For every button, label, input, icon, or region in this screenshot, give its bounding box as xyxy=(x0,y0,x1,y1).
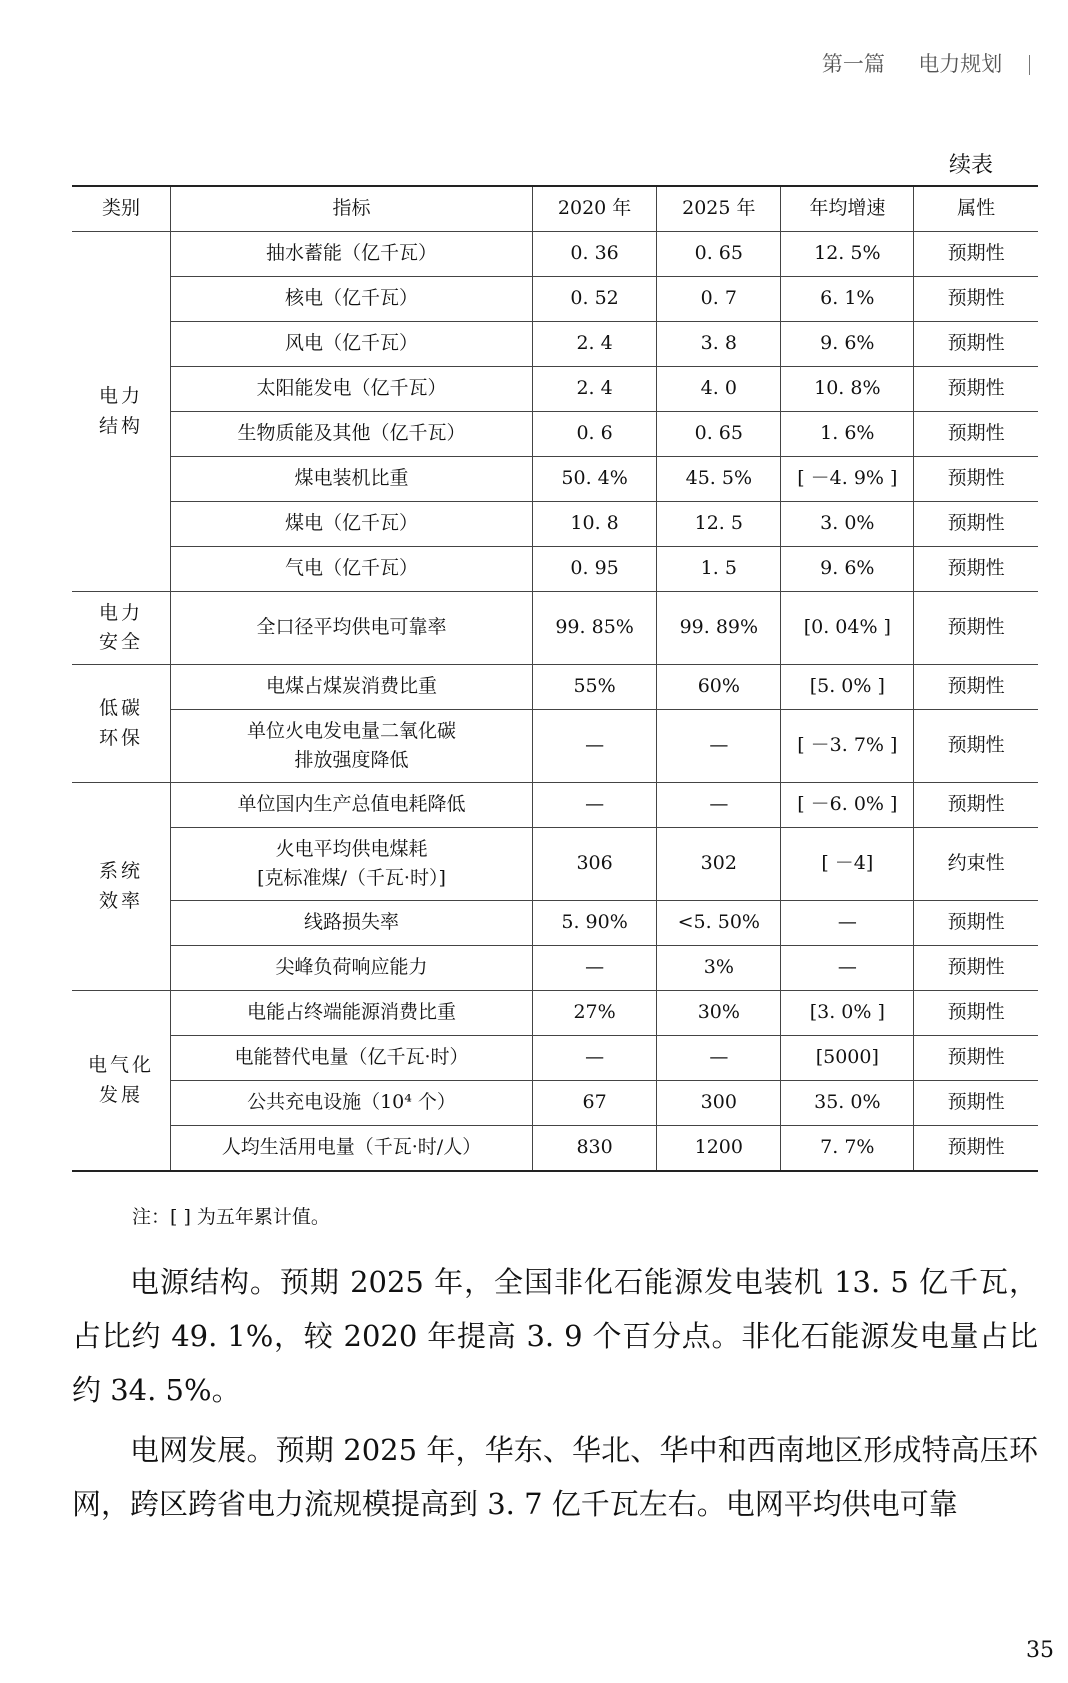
attribute-cell: 预期性 xyxy=(914,710,1038,783)
indicator-line: 电煤占煤炭消费比重 xyxy=(265,675,437,698)
value-2020-cell: 2. 4 xyxy=(532,322,656,367)
value-2020-cell: 99. 85% xyxy=(532,592,656,665)
indicator-cell xyxy=(171,946,533,991)
column-header-category: 类别 xyxy=(72,186,171,232)
indicator-line: 单位国内生产总值电耗降低 xyxy=(237,793,466,816)
attribute-cell: 预期性 xyxy=(914,412,1038,457)
attribute-cell: 预期性 xyxy=(914,547,1038,592)
growth-cell: [3. 0% ] xyxy=(781,991,914,1036)
table-row xyxy=(72,592,1038,665)
continued-label: 续表 xyxy=(948,153,993,178)
category-label-line: 低碳 xyxy=(99,697,144,720)
table-row xyxy=(72,946,1038,991)
category-label-line: 电气化 xyxy=(88,1054,155,1077)
attribute-cell: 预期性 xyxy=(914,277,1038,322)
value-2020-cell: 0. 36 xyxy=(532,232,656,277)
column-header-2025: 2025 年 xyxy=(657,186,781,232)
page-number: 35 xyxy=(1026,1638,1054,1663)
attribute-cell: 预期性 xyxy=(914,592,1038,665)
column-header-growth: 年均增速 xyxy=(781,186,914,232)
table-row xyxy=(72,322,1038,367)
table-row xyxy=(72,547,1038,592)
growth-cell: 10. 8% xyxy=(781,367,914,412)
category-cell xyxy=(72,592,171,665)
table-row xyxy=(72,783,1038,828)
growth-cell: 9. 6% xyxy=(781,322,914,367)
growth-cell: [ －6. 0% ] xyxy=(781,783,914,828)
indicator-line: 人均生活用电量（千瓦·时/人） xyxy=(221,1136,482,1159)
attribute-cell: 预期性 xyxy=(914,901,1038,946)
running-header-part: 第一篇 xyxy=(821,52,885,76)
value-2020-cell: — xyxy=(532,710,656,783)
indicator-line: 太阳能发电（亿千瓦） xyxy=(256,377,447,400)
paragraph: 电网发展。预期 2025 年，华东、华北、华中和西南地区形成特高压环网，跨区跨省电力流规模提高到 3. 7 亿千瓦左右。电网平均供电可靠 xyxy=(72,1433,1038,1521)
table-row xyxy=(72,1081,1038,1126)
indicator-cell xyxy=(171,547,533,592)
running-header-chapter: 电力规划 xyxy=(918,52,1003,76)
value-2020-cell: 67 xyxy=(532,1081,656,1126)
indicator-cell xyxy=(171,665,533,710)
category-label-line: 发展 xyxy=(99,1083,144,1106)
value-2025-cell: 302 xyxy=(657,828,781,901)
value-2020-cell: 5. 90% xyxy=(532,901,656,946)
indicator-line: 抽水蓄能（亿千瓦） xyxy=(265,242,437,265)
value-2020-cell: 0. 95 xyxy=(532,547,656,592)
indicator-cell xyxy=(171,710,533,783)
value-2020-cell: — xyxy=(532,1036,656,1081)
indicator-line: 电能占终端能源消费比重 xyxy=(246,1001,456,1024)
category-label-line: 安全 xyxy=(99,631,144,653)
value-2025-cell: 60% xyxy=(657,665,781,710)
value-2025-cell: 99. 89% xyxy=(657,592,781,665)
table-row xyxy=(72,828,1038,901)
category-cell xyxy=(72,665,171,783)
growth-cell: 12. 5% xyxy=(781,232,914,277)
value-2025-cell: — xyxy=(657,1036,781,1081)
category-label-line: 系统 xyxy=(99,860,144,883)
indicator-line: 电能替代电量（亿千瓦·时） xyxy=(234,1046,469,1069)
growth-cell: — xyxy=(781,901,914,946)
indicator-line: 尖峰负荷响应能力 xyxy=(275,956,428,979)
indicator-cell xyxy=(171,1081,533,1126)
growth-cell: 9. 6% xyxy=(781,547,914,592)
value-2025-cell: 1. 5 xyxy=(657,547,781,592)
value-2025-cell: 0. 65 xyxy=(657,232,781,277)
indicator-cell xyxy=(171,1126,533,1172)
table-row xyxy=(72,991,1038,1036)
category-label-line: 结构 xyxy=(99,414,144,437)
value-2025-cell: 300 xyxy=(657,1081,781,1126)
running-header xyxy=(0,48,1030,78)
table-row xyxy=(72,457,1038,502)
table-row xyxy=(72,232,1038,277)
table-row xyxy=(72,665,1038,710)
indicator-cell xyxy=(171,412,533,457)
indicator-cell xyxy=(171,901,533,946)
indicator-line: 煤电（亿千瓦） xyxy=(284,512,418,535)
value-2020-cell: 0. 6 xyxy=(532,412,656,457)
table-row xyxy=(72,1036,1038,1081)
growth-cell: [ －3. 7% ] xyxy=(781,710,914,783)
value-2025-cell: 45. 5% xyxy=(657,457,781,502)
value-2025-cell: 0. 65 xyxy=(657,412,781,457)
indicator-line: 公共充电设施（10⁴ 个） xyxy=(247,1091,456,1114)
indicator-cell xyxy=(171,502,533,547)
attribute-cell: 预期性 xyxy=(914,457,1038,502)
indicator-table xyxy=(72,185,1038,1172)
value-2025-cell: 3% xyxy=(657,946,781,991)
growth-cell: [ －4. 9% ] xyxy=(781,457,914,502)
indicator-line: 气电（亿千瓦） xyxy=(284,557,418,580)
category-label-line: 电力 xyxy=(99,601,144,624)
attribute-cell: 预期性 xyxy=(914,502,1038,547)
value-2025-cell: 4. 0 xyxy=(657,367,781,412)
value-2020-cell: 306 xyxy=(532,828,656,901)
header-divider xyxy=(1029,55,1030,75)
table-row xyxy=(72,502,1038,547)
body-text xyxy=(72,1255,1038,1537)
table-row xyxy=(72,412,1038,457)
attribute-cell: 约束性 xyxy=(914,828,1038,901)
value-2020-cell: 2. 4 xyxy=(532,367,656,412)
value-2020-cell: — xyxy=(532,783,656,828)
table-row xyxy=(72,277,1038,322)
indicator-cell xyxy=(171,457,533,502)
table-row xyxy=(72,901,1038,946)
value-2020-cell: 50. 4% xyxy=(532,457,656,502)
indicator-cell xyxy=(171,828,533,901)
attribute-cell: 预期性 xyxy=(914,946,1038,991)
category-cell xyxy=(72,991,171,1172)
category-cell xyxy=(72,232,171,592)
attribute-cell: 预期性 xyxy=(914,1081,1038,1126)
value-2025-cell: <5. 50% xyxy=(657,901,781,946)
indicator-line: 全口径平均供电可靠率 xyxy=(256,616,447,639)
attribute-cell: 预期性 xyxy=(914,1036,1038,1081)
value-2025-cell: — xyxy=(657,783,781,828)
growth-cell: 3. 0% xyxy=(781,502,914,547)
indicator-line: 单位火电发电量二氧化碳 xyxy=(246,719,456,742)
table-row xyxy=(72,710,1038,783)
indicator-cell xyxy=(171,367,533,412)
table-body xyxy=(72,232,1038,1172)
growth-cell: 1. 6% xyxy=(781,412,914,457)
value-2025-cell: 30% xyxy=(657,991,781,1036)
column-header-indicator: 指标 xyxy=(171,186,533,232)
column-header-2020: 2020 年 xyxy=(532,186,656,232)
value-2020-cell: 0. 52 xyxy=(532,277,656,322)
growth-cell: [ －4] xyxy=(781,828,914,901)
growth-cell: 7. 7% xyxy=(781,1126,914,1172)
table-header-row xyxy=(72,186,1038,232)
category-cell xyxy=(72,783,171,991)
value-2025-cell: — xyxy=(657,710,781,783)
indicator-line: 风电（亿千瓦） xyxy=(284,332,418,355)
attribute-cell: 预期性 xyxy=(914,991,1038,1036)
value-2025-cell: 1200 xyxy=(657,1126,781,1172)
indicator-line: 生物质能及其他（亿千瓦） xyxy=(237,422,466,445)
value-2020-cell: 10. 8 xyxy=(532,502,656,547)
indicator-line: 火电平均供电煤耗 xyxy=(275,837,428,860)
indicator-line: 排放强度降低 xyxy=(294,749,409,771)
category-label-line: 环保 xyxy=(99,726,144,749)
table-row xyxy=(72,1126,1038,1172)
indicator-line: 核电（亿千瓦） xyxy=(284,287,418,310)
column-header-attribute: 属性 xyxy=(914,186,1038,232)
table-row xyxy=(72,367,1038,412)
attribute-cell: 预期性 xyxy=(914,367,1038,412)
indicator-line: 线路损失率 xyxy=(303,911,399,934)
indicator-line: 煤电装机比重 xyxy=(294,467,409,490)
attribute-cell: 预期性 xyxy=(914,783,1038,828)
category-label-line: 电力 xyxy=(99,385,144,408)
indicator-cell xyxy=(171,592,533,665)
value-2025-cell: 3. 8 xyxy=(657,322,781,367)
table-note: 注：[ ] 为五年累计值。 xyxy=(132,1206,330,1228)
growth-cell: 6. 1% xyxy=(781,277,914,322)
paragraph: 电源结构。预期 2025 年，全国非化石能源发电装机 13. 5 亿千瓦，占比约 49. 1%，较 2020 年提高 3. 9 个百分点。非化石能源发电量占比约 34. 5%。 xyxy=(72,1265,1038,1407)
value-2020-cell: 830 xyxy=(532,1126,656,1172)
indicator-cell xyxy=(171,783,533,828)
indicator-line: [克标准煤/（千瓦·时）] xyxy=(257,867,446,889)
attribute-cell: 预期性 xyxy=(914,322,1038,367)
value-2020-cell: — xyxy=(532,946,656,991)
category-label-line: 效率 xyxy=(99,889,144,912)
growth-cell: — xyxy=(781,946,914,991)
growth-cell: 35. 0% xyxy=(781,1081,914,1126)
value-2025-cell: 12. 5 xyxy=(657,502,781,547)
indicator-cell xyxy=(171,991,533,1036)
growth-cell: [0. 04% ] xyxy=(781,592,914,665)
attribute-cell: 预期性 xyxy=(914,665,1038,710)
attribute-cell: 预期性 xyxy=(914,232,1038,277)
indicator-cell xyxy=(171,1036,533,1081)
indicator-cell xyxy=(171,277,533,322)
indicator-cell xyxy=(171,232,533,277)
value-2020-cell: 27% xyxy=(532,991,656,1036)
growth-cell: [5000] xyxy=(781,1036,914,1081)
value-2020-cell: 55% xyxy=(532,665,656,710)
growth-cell: [5. 0% ] xyxy=(781,665,914,710)
attribute-cell: 预期性 xyxy=(914,1126,1038,1172)
indicator-cell xyxy=(171,322,533,367)
value-2025-cell: 0. 7 xyxy=(657,277,781,322)
